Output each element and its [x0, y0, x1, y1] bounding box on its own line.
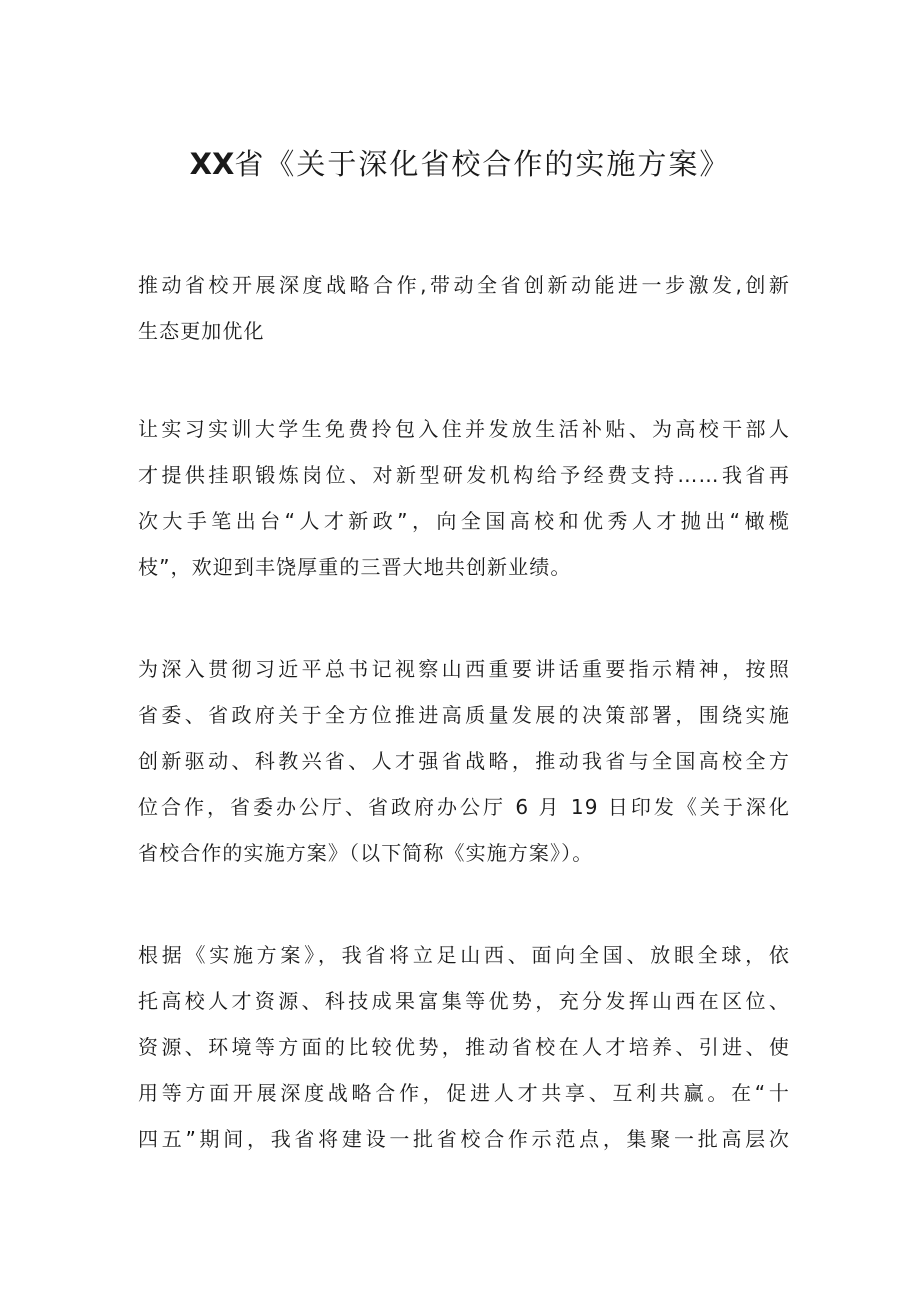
- paragraph-line: 资源、环境等方面的比较优势，推动省校在人才培养、引进、使: [138, 1035, 790, 1059]
- paragraph-line: 用等方面开展深度战略合作，促进人才共享、互利共赢。在“十: [138, 1081, 790, 1105]
- paragraph-line: 让实习实训大学生免费拎包入住并发放生活补贴、为高校干部人: [138, 417, 790, 441]
- paragraph-line: 省委、省政府关于全方位推进高质量发展的决策部署，围绕实施: [138, 703, 790, 727]
- paragraph-line: 为深入贯彻习近平总书记视察山西重要讲话重要指示精神，按照: [138, 657, 790, 681]
- paragraph-2: [138, 406, 790, 590]
- paragraph-4: [138, 932, 790, 1162]
- paragraph-line: 创新驱动、科教兴省、人才强省战略，推动我省与全国高校全方: [138, 749, 790, 773]
- paragraph-line: 位合作，省委办公厅、省政府办公厅 6 月 19 日印发《关于深化: [138, 795, 790, 819]
- paragraph-line: 生态更加优化: [138, 319, 265, 343]
- paragraph-line: 四五”期间，我省将建设一批省校合作示范点，集聚一批高层次: [138, 1127, 790, 1151]
- paragraph-line: 才提供挂职锻炼岗位、对新型研发机构给予经费支持……我省再: [138, 463, 790, 487]
- document-title-prefix: XX: [189, 147, 235, 181]
- paragraph-3: [138, 646, 790, 876]
- document-title: [0, 140, 920, 188]
- paragraph-line: 托高校人才资源、科技成果富集等优势，充分发挥山西在区位、: [138, 989, 790, 1013]
- paragraph-1: [138, 262, 790, 354]
- paragraph-line: 根据《实施方案》，我省将立足山西、面向全国、放眼全球，依: [138, 943, 790, 967]
- paragraph-line: 次大手笔出台“人才新政”，向全国高校和优秀人才抛出“橄榄: [138, 509, 790, 533]
- paragraph-line: 枝”，欢迎到丰饶厚重的三晋大地共创新业绩。: [138, 555, 572, 579]
- paragraph-line: 推动省校开展深度战略合作,带动全省创新动能进一步激发,创新: [138, 273, 790, 297]
- paragraph-line: 省校合作的实施方案》（以下简称《实施方案》）。: [138, 841, 594, 865]
- document-title-text: 省《关于深化省校合作的实施方案》: [234, 147, 731, 181]
